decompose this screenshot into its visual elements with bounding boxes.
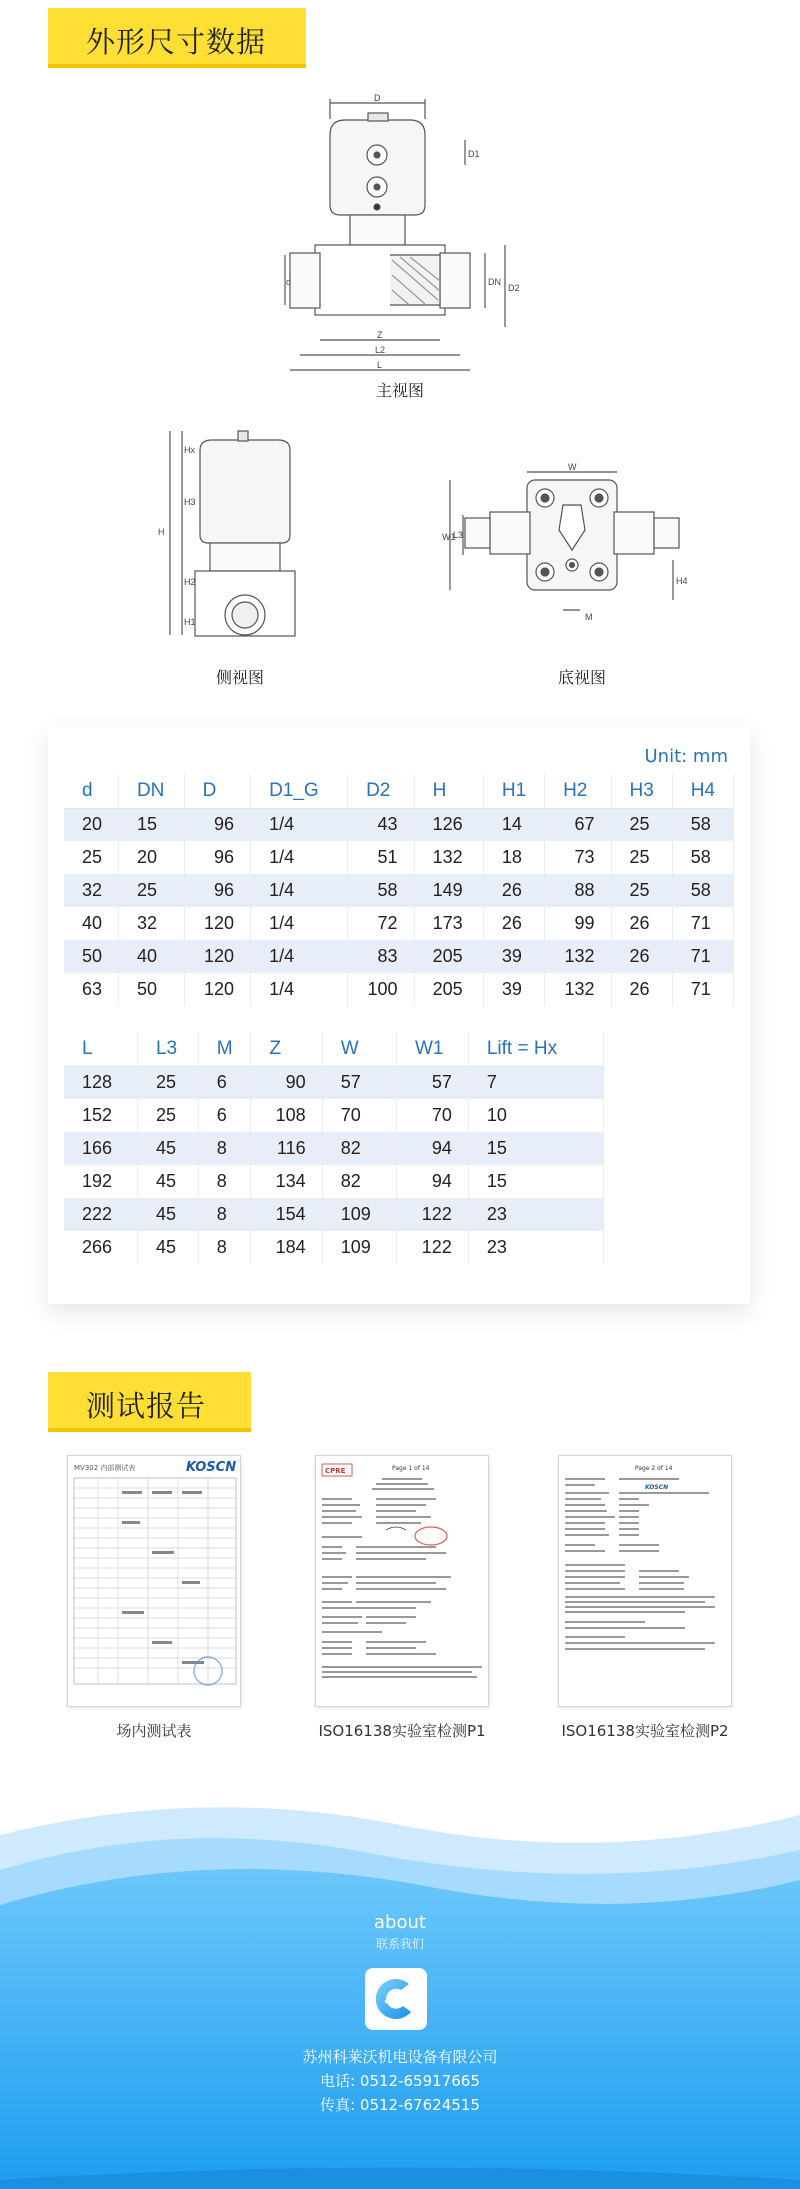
- cell: 122: [396, 1198, 468, 1231]
- cell: 40: [64, 907, 118, 940]
- cell: 70: [396, 1099, 468, 1132]
- report-thumbnail-iso-p2[interactable]: [558, 1455, 732, 1707]
- svg-text:H3: H3: [184, 497, 196, 507]
- cell: 26: [611, 940, 672, 973]
- cell: 14: [483, 808, 544, 841]
- cell: 32: [64, 874, 118, 907]
- col-header: DN: [118, 774, 184, 808]
- cell: 43: [348, 808, 414, 841]
- svg-text:H2: H2: [184, 577, 196, 587]
- svg-text:H: H: [158, 527, 165, 537]
- cell: 45: [137, 1198, 198, 1231]
- cell: 15: [118, 808, 184, 841]
- col-header: W1: [396, 1032, 468, 1066]
- footer-about-title: about: [374, 1912, 426, 1933]
- dimensions-table-a: [64, 774, 734, 1006]
- cell: 7: [468, 1066, 603, 1099]
- col-header: L: [64, 1032, 137, 1066]
- svg-text:H1: H1: [184, 617, 196, 627]
- cell: 222: [64, 1198, 137, 1231]
- cell: 82: [322, 1165, 396, 1198]
- cell: 50: [64, 940, 118, 973]
- report-caption: ISO16138实验室检测P2: [561, 1722, 729, 1740]
- cell: 109: [322, 1198, 396, 1231]
- section-title-dimensions: [48, 8, 306, 68]
- cell: 25: [137, 1066, 198, 1099]
- cell: 39: [483, 973, 544, 1006]
- company-logo: [365, 1968, 427, 2030]
- cell: 116: [251, 1132, 322, 1165]
- report-thumbnail-iso-p1[interactable]: [315, 1455, 489, 1707]
- cell: 71: [672, 940, 733, 973]
- report-logo-text: KOSCN: [186, 1460, 237, 1475]
- cell: 83: [348, 940, 414, 973]
- cell: 57: [396, 1066, 468, 1099]
- table-row: [64, 808, 734, 841]
- cell: 154: [251, 1198, 322, 1231]
- cell: 6: [198, 1099, 251, 1132]
- report-document-image: [68, 1456, 242, 1708]
- cell: 1/4: [251, 940, 348, 973]
- table-row: [64, 1231, 604, 1264]
- col-header: d: [64, 774, 118, 808]
- cell: 108: [251, 1099, 322, 1132]
- col-header: L3: [137, 1032, 198, 1066]
- cell: 184: [251, 1231, 322, 1264]
- report-logo-text: KOSCN: [645, 1484, 669, 1491]
- report-logo-text: CPRE: [325, 1467, 346, 1475]
- svg-text:Z: Z: [377, 330, 383, 340]
- cell: 192: [64, 1165, 137, 1198]
- cell: 120: [184, 940, 250, 973]
- cell: 18: [483, 841, 544, 874]
- cell: 58: [672, 874, 733, 907]
- cell: 266: [64, 1231, 137, 1264]
- cell: 88: [545, 874, 611, 907]
- cell: 94: [396, 1165, 468, 1198]
- cell: 23: [468, 1198, 603, 1231]
- svg-text:L3: L3: [453, 530, 464, 540]
- cell: 45: [137, 1165, 198, 1198]
- cell: 15: [468, 1165, 603, 1198]
- col-header: D2: [348, 774, 414, 808]
- cell: 96: [184, 841, 250, 874]
- col-header: H: [414, 774, 483, 808]
- col-header: Lift = Hx: [468, 1032, 603, 1066]
- cell: 8: [198, 1198, 251, 1231]
- cell: 134: [251, 1165, 322, 1198]
- cell: 20: [118, 841, 184, 874]
- cell: 1/4: [251, 808, 348, 841]
- cell: 25: [137, 1099, 198, 1132]
- cell: 45: [137, 1132, 198, 1165]
- cell: 50: [118, 973, 184, 1006]
- cell: 26: [483, 907, 544, 940]
- cell: 58: [672, 808, 733, 841]
- table-row: [64, 1165, 604, 1198]
- cell: 205: [414, 940, 483, 973]
- cell: 26: [611, 907, 672, 940]
- cell: 82: [322, 1132, 396, 1165]
- cell: 25: [64, 841, 118, 874]
- side-view-drawing: [150, 425, 320, 650]
- svg-text:W1: W1: [442, 532, 456, 542]
- table-row: [64, 1198, 604, 1231]
- svg-text:DN: DN: [488, 277, 501, 287]
- report-head-text: Page 2 of 14: [635, 1465, 673, 1472]
- svg-text:D: D: [374, 93, 381, 103]
- cell: 132: [545, 940, 611, 973]
- cell: 67: [545, 808, 611, 841]
- col-header: D1_G: [251, 774, 348, 808]
- cell: 120: [184, 973, 250, 1006]
- cell: 8: [198, 1231, 251, 1264]
- cell: 109: [322, 1231, 396, 1264]
- table-row: [64, 1099, 604, 1132]
- cell: 25: [611, 808, 672, 841]
- col-header: H3: [611, 774, 672, 808]
- bottom-view-drawing: [442, 462, 688, 635]
- dimensions-table-b: [64, 1032, 604, 1264]
- svg-text:D1: D1: [468, 149, 480, 159]
- report-head-text: MV302 内部测试表: [74, 1464, 136, 1472]
- cell: 8: [198, 1165, 251, 1198]
- table-header-row: [64, 774, 734, 808]
- cell: 122: [396, 1231, 468, 1264]
- cell: 205: [414, 973, 483, 1006]
- report-caption: 场内测试表: [116, 1722, 192, 1740]
- dimensions-table-card: [48, 726, 750, 1304]
- cell: 71: [672, 973, 733, 1006]
- svg-text:d: d: [286, 277, 292, 287]
- cell: 132: [414, 841, 483, 874]
- cell: 100: [348, 973, 414, 1006]
- report-head-text: Page 1 of 14: [392, 1465, 430, 1472]
- cell: 51: [348, 841, 414, 874]
- cell: 23: [468, 1231, 603, 1264]
- svg-text:Hx: Hx: [184, 445, 195, 455]
- svg-text:W: W: [568, 462, 577, 472]
- front-view-caption: 主视图: [375, 381, 424, 400]
- logo-c-icon: [365, 1968, 427, 2030]
- cell: 57: [322, 1066, 396, 1099]
- cell: 26: [611, 973, 672, 1006]
- cell: 152: [64, 1099, 137, 1132]
- col-header: D: [184, 774, 250, 808]
- cell: 58: [348, 874, 414, 907]
- svg-text:D2: D2: [508, 283, 520, 293]
- cell: 20: [64, 808, 118, 841]
- cell: 96: [184, 874, 250, 907]
- col-header: M: [198, 1032, 251, 1066]
- report-document-image: [559, 1456, 733, 1708]
- section-title-test-reports: [48, 1372, 251, 1432]
- cell: 10: [468, 1099, 603, 1132]
- cell: 166: [64, 1132, 137, 1165]
- cell: 6: [198, 1066, 251, 1099]
- cell: 58: [672, 841, 733, 874]
- cell: 25: [118, 874, 184, 907]
- col-header: H4: [672, 774, 733, 808]
- cell: 26: [483, 874, 544, 907]
- cell: 8: [198, 1132, 251, 1165]
- svg-text:H4: H4: [676, 576, 688, 586]
- cell: 1/4: [251, 874, 348, 907]
- cell: 71: [672, 907, 733, 940]
- cell: 1/4: [251, 841, 348, 874]
- col-header: H2: [545, 774, 611, 808]
- cell: 39: [483, 940, 544, 973]
- footer-about-subtitle: 联系我们: [375, 1937, 424, 1951]
- col-header: Z: [251, 1032, 322, 1066]
- svg-text:L2: L2: [375, 345, 386, 355]
- company-name: 苏州科莱沃机电设备有限公司: [302, 2048, 498, 2066]
- cell: 63: [64, 973, 118, 1006]
- cell: 96: [184, 808, 250, 841]
- cell: 25: [611, 841, 672, 874]
- cell: 94: [396, 1132, 468, 1165]
- cell: 173: [414, 907, 483, 940]
- cell: 40: [118, 940, 184, 973]
- table-row: [64, 907, 734, 940]
- section-title-text: 测试报告: [86, 1389, 207, 1423]
- table-header-row: [64, 1032, 604, 1066]
- svg-text:M: M: [585, 612, 593, 622]
- table-row: [64, 940, 734, 973]
- cell: 99: [545, 907, 611, 940]
- cell: 132: [545, 973, 611, 1006]
- report-thumbnail-internal[interactable]: [67, 1455, 241, 1707]
- table-row: [64, 1132, 604, 1165]
- cell: 32: [118, 907, 184, 940]
- table-row: [64, 973, 734, 1006]
- cell: 126: [414, 808, 483, 841]
- cell: 1/4: [251, 907, 348, 940]
- cell: 120: [184, 907, 250, 940]
- front-view-drawing: [286, 93, 540, 375]
- cell: 15: [468, 1132, 603, 1165]
- side-view-caption: 侧视图: [215, 668, 264, 687]
- col-header: W: [322, 1032, 396, 1066]
- table-row: [64, 841, 734, 874]
- cell: 72: [348, 907, 414, 940]
- cell: 73: [545, 841, 611, 874]
- cell: 1/4: [251, 973, 348, 1006]
- cell: 90: [251, 1066, 322, 1099]
- svg-text:L: L: [377, 360, 383, 370]
- col-header: H1: [483, 774, 544, 808]
- cell: 45: [137, 1231, 198, 1264]
- cell: 70: [322, 1099, 396, 1132]
- bottom-view-caption: 底视图: [557, 668, 606, 687]
- company-fax: 传真: 0512-67624515: [320, 2096, 480, 2114]
- table-row: [64, 874, 734, 907]
- company-phone: 电话: 0512-65917665: [320, 2072, 480, 2090]
- cell: 149: [414, 874, 483, 907]
- cell: 128: [64, 1066, 137, 1099]
- cell: 25: [611, 874, 672, 907]
- report-caption: ISO16138实验室检测P1: [318, 1722, 486, 1740]
- table-row: [64, 1066, 604, 1099]
- report-document-image: [316, 1456, 490, 1708]
- section-title-text: 外形尺寸数据: [86, 25, 267, 59]
- unit-label: Unit: mm: [644, 746, 728, 767]
